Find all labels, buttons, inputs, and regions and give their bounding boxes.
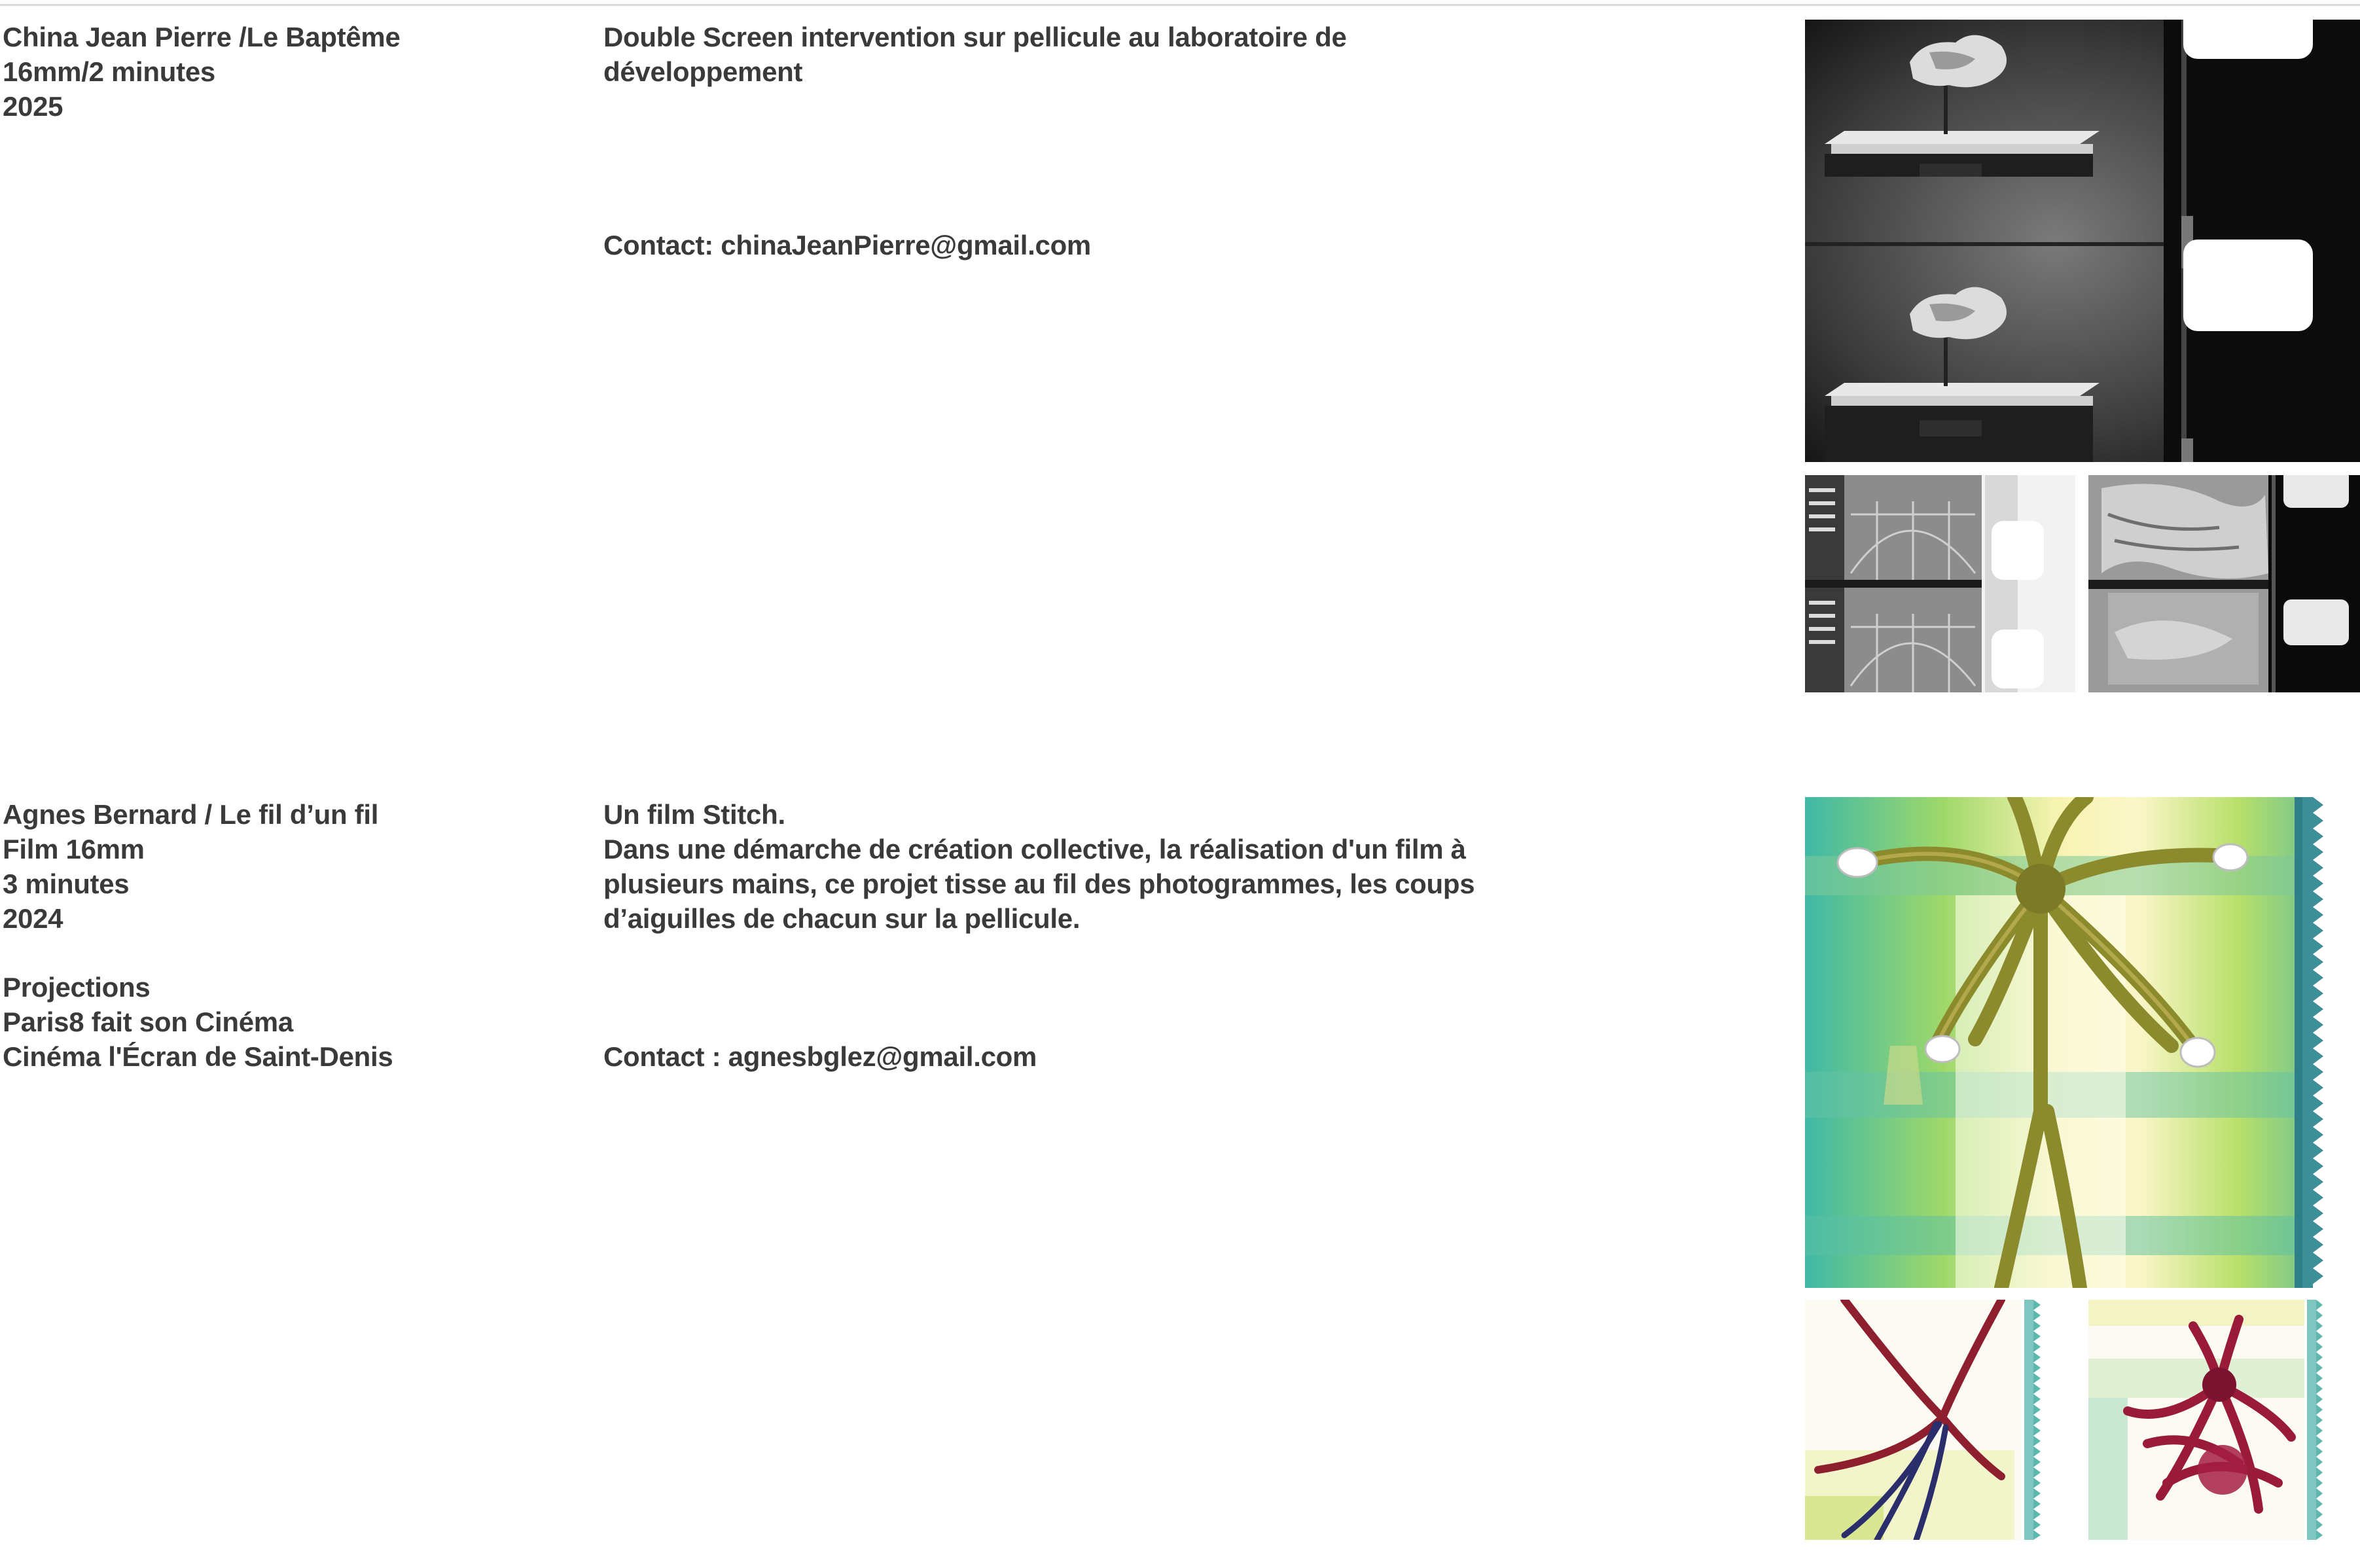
description-title: Un film Stitch. [603, 799, 785, 830]
film-entry [0, 793, 2360, 1546]
film-entry [0, 16, 2360, 696]
projection-venue: Paris8 fait son Cinéma [3, 1007, 293, 1037]
film-still-small-left [1805, 1300, 2075, 1540]
projection-venue: Cinéma l'Écran de Saint-Denis [3, 1041, 393, 1072]
film-meta [3, 20, 565, 124]
contact-email[interactable]: Contact: chinaJeanPierre@gmail.com [603, 230, 1091, 260]
top-divider [0, 4, 2360, 6]
description-text: Dans une démarche de création collective, la réalisation d'un film à [603, 834, 1466, 864]
film-format: 16mm/2 minutes [3, 56, 215, 87]
film-description [603, 20, 1533, 262]
film-still-small-right [2088, 475, 2360, 692]
projections-heading: Projections [3, 972, 151, 1003]
film-format: Film 16mm [3, 834, 145, 864]
film-meta [3, 797, 565, 1074]
description-text: Double Screen intervention sur pellicule au laboratoire de développement [603, 22, 1347, 87]
contact-email[interactable]: Contact : agnesbglez@gmail.com [603, 1041, 1037, 1072]
film-still-small-right [2088, 1300, 2360, 1540]
film-still-main [1805, 797, 2360, 1288]
description-text: plusieurs mains, ce projet tisse au fil des photogrammes, les coups [603, 868, 1475, 899]
film-still-main [1805, 20, 2360, 462]
description-text: d’aiguilles de chacun sur la pellicule. [603, 903, 1081, 934]
film-duration: 3 minutes [3, 868, 130, 899]
film-year: 2025 [3, 91, 63, 122]
film-description [603, 797, 1533, 1074]
author-title: China Jean Pierre /Le Baptême [3, 22, 401, 52]
film-year: 2024 [3, 903, 63, 934]
author-title: Agnes Bernard / Le fil d’un fil [3, 799, 379, 830]
film-still-small-left [1805, 475, 2075, 692]
